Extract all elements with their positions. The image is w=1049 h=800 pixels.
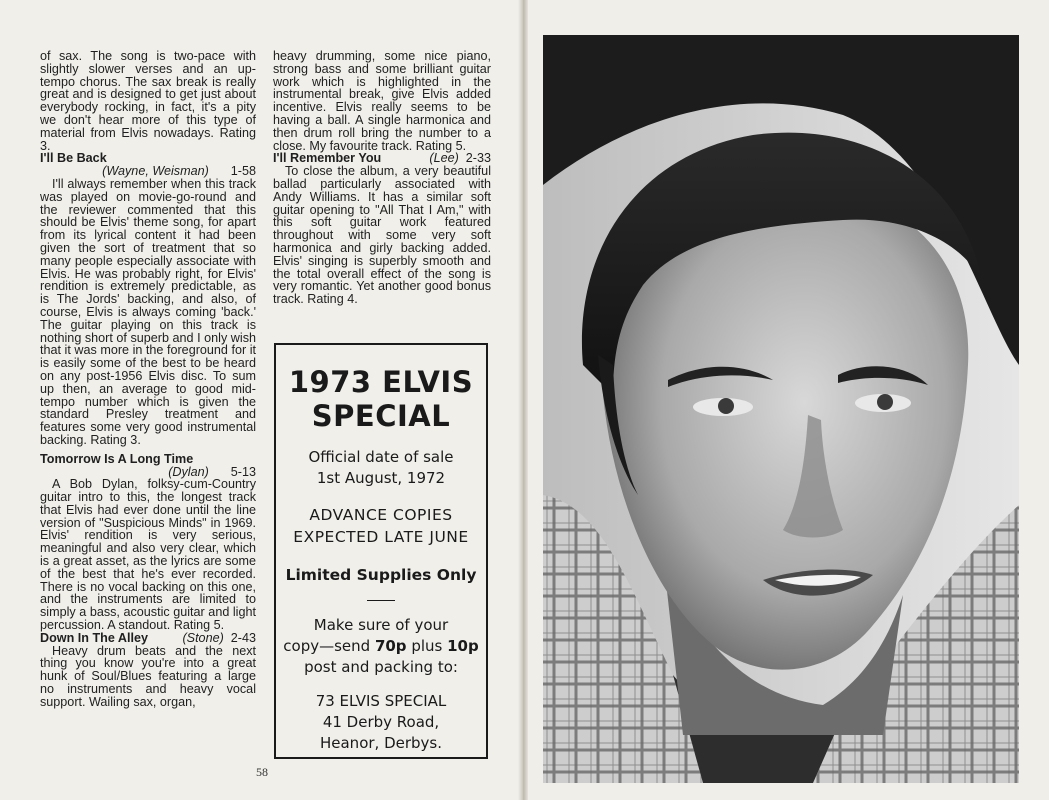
track-duration: 2-43 xyxy=(230,630,256,645)
track-composer: (Dylan) xyxy=(168,464,209,479)
address-line: 41 Derby Road, xyxy=(322,713,440,731)
advert-title-line: SPECIAL xyxy=(311,399,451,433)
continued-paragraph: heavy drumming, some nice piano, strong bass and some brilliant guitar work which is highlighted in the instrumental break, give Elvis added incentive. Elvis really seems to be having a ball. A single harmonica and then drum roll bring the number to a close. My favourite track. Rating 5. xyxy=(273,49,491,153)
order-instructions xyxy=(276,615,486,678)
intro-paragraph: of sax. The song is two-pace with slightly slower verses and an up-tempo chorus. The sax break is really great and is designed to get just about everybody rocking, in fact, it's a pity we don't hear more of this type of material from Elvis nowadays. Rating 3. xyxy=(40,49,256,153)
elvis-portrait-photo xyxy=(543,35,1019,783)
track-heading xyxy=(40,632,256,645)
text-column-right xyxy=(273,50,491,306)
track-title: Down In The Alley xyxy=(40,630,148,645)
track-review: A Bob Dylan, folksy-cum-Country guitar intro to this, the longest track that Elvis had ever done until the line version of "Suspicious Minds" in 1969. Elvis' rendition is very serious, meaningful and also very clear, which is a great asset, as the lyrics are some of the best that he's ever recorded. There is no vocal backing on this one, and the instruments are limited to simply a bass, acoustic guitar and light percussion. A standout. Rating 5. xyxy=(40,477,256,633)
sale-date xyxy=(276,447,486,489)
order-text: plus xyxy=(406,637,448,655)
sale-date-line: 1st August, 1972 xyxy=(316,469,446,487)
order-text: copy—send xyxy=(283,637,375,655)
track-composer: (Lee) xyxy=(429,151,459,166)
track-review: Heavy drum beats and the next thing you know you're into a great hunk of Soul/Blues featuring a large no instruments and heavy vocal support. Wailing sax, organ, xyxy=(40,643,256,709)
book-gutter xyxy=(518,0,528,800)
track-duration: 1-58 xyxy=(230,164,256,179)
advance-copies xyxy=(276,504,486,548)
advert-title xyxy=(276,365,486,433)
advert-title-line: 1973 ELVIS xyxy=(288,365,474,399)
track-duration: 5-13 xyxy=(230,464,256,479)
advance-line: EXPECTED LATE JUNE xyxy=(293,528,469,546)
page-number: 58 xyxy=(256,765,268,779)
advance-line: ADVANCE COPIES xyxy=(309,506,453,524)
address-line: Heanor, Derbys. xyxy=(319,734,442,752)
price: 70p xyxy=(374,637,407,655)
address-line: 73 ELVIS SPECIAL xyxy=(315,692,447,710)
limited-supplies: Limited Supplies Only xyxy=(285,566,477,584)
track-composer: (Wayne, Weisman) xyxy=(102,164,209,179)
text-column-left xyxy=(40,50,256,709)
track-title: I'll Remember You xyxy=(273,151,382,166)
price: 10p xyxy=(447,637,479,655)
track-composer: (Stone) xyxy=(182,630,224,645)
sale-date-line: Official date of sale xyxy=(308,448,454,466)
track-duration: 2-33 xyxy=(465,151,491,166)
track-title: I'll Be Back xyxy=(40,151,107,166)
order-line: post and packing to: xyxy=(304,658,458,676)
track-heading xyxy=(40,453,256,466)
track-title: Tomorrow Is A Long Time xyxy=(40,451,194,466)
postal-address xyxy=(276,691,486,754)
order-line: Make sure of your xyxy=(313,616,449,634)
track-review: I'll always remember when this track was played on movie-go-round and the reviewer commented that this should be Elvis' theme song, for apart from its lyrical content it had been given the sort of treatment that so many people especially associate with Elvis. He was probably right, for Elvis' rendition is extremely predictable, as is The Jords' backing, and also, of course, Elvis is always coming 'back.' The guitar playing on this track is nothing short of superb and I only wish that it was more in the foreground for it is easily some of the best to be heard on any post-1956 Elvis disc. To sum up then, an average to good mid-tempo number which is given the standard Presley treatment and features some very good instrumental backing. Rating 3. xyxy=(40,176,256,447)
order-line xyxy=(276,636,486,657)
divider xyxy=(367,600,395,601)
track-review: To close the album, a very beautiful ballad particularly associated with Andy Williams. It has a similar soft guitar opening to "All That I Am," with this soft guitar work featured throughout with some very soft harmonica and girly backing added. Elvis' singing is superbly smooth and the total overall effect of the song is very romantic. Yet another good bonus track. Rating 4. xyxy=(273,164,491,307)
elvis-special-advert xyxy=(274,343,488,759)
